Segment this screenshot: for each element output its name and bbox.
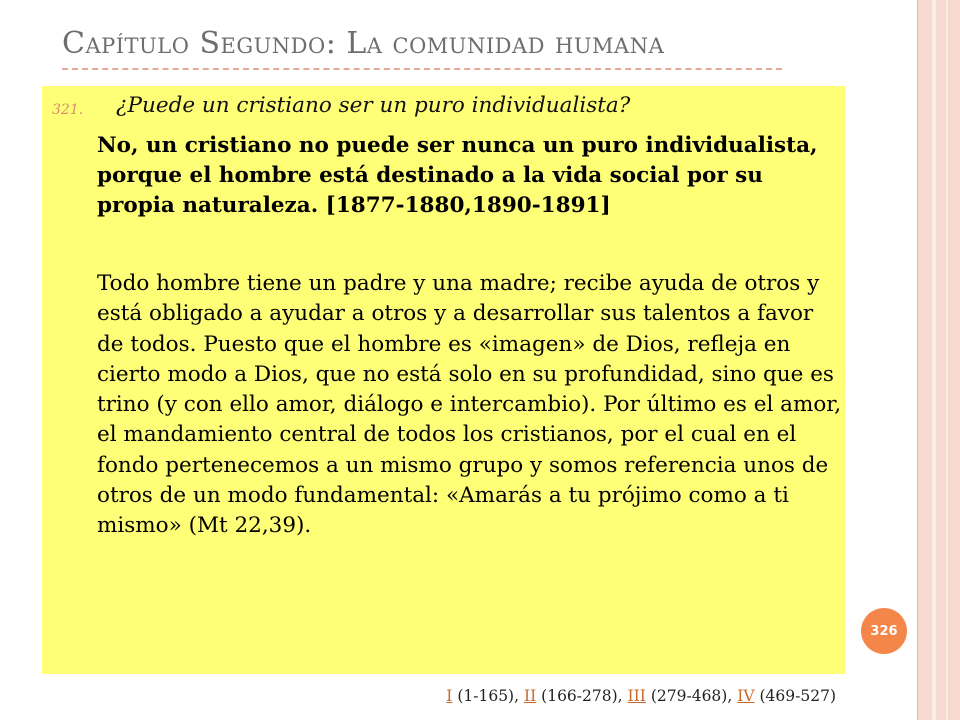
title-divider <box>62 68 782 70</box>
page-number-badge <box>861 608 907 654</box>
part-range-ii: (166-278) <box>541 687 618 705</box>
decorative-frame-line <box>917 0 918 720</box>
decorative-stripe <box>946 0 948 720</box>
part-link-i[interactable]: I <box>446 687 453 705</box>
question-number: 321. <box>52 102 84 118</box>
part-link-ii[interactable]: II <box>523 687 537 705</box>
part-link-iii[interactable]: III <box>627 687 646 705</box>
part-range-i: (1-165) <box>457 687 515 705</box>
page-number: 326 <box>870 623 898 639</box>
part-range-iii: (279-468) <box>650 687 728 705</box>
explanation-text: Todo hombre tiene un padre y una madre; recibe ayuda de otros y está obligado a ayudar a otros y a desarrollar sus talentos a favor de todos. Puesto que el hombre es «imagen» de Dios, refleja en cierto modo a Dios, que no está solo en su profundidad, sino que es trino (y con ello amor, diálogo e intercambio). Por último es el amor, el mandamiento central de todos los cristianos, por el cual en el fondo pertenecemos a un mismo grupo y somos referencia unos de otros de un modo fundamental: «Amarás a tu prójimo como a ti mismo» (Mt 22,39). <box>97 271 842 539</box>
footer-navigation: I (1-165), II (166-278), III (279-468), IV (469-527) <box>446 687 836 705</box>
slide-title: Capítulo Segundo: La comunidad humana <box>62 26 665 61</box>
question-text: ¿Puede un cristiano ser un puro individualista? <box>116 93 631 118</box>
answer-text: No, un cristiano no puede ser nunca un puro individualista, porque el hombre está destinado a la vida social por su propia naturaleza. [1877-1880,1890-1891] <box>97 133 818 218</box>
part-link-iv[interactable]: IV <box>737 687 755 705</box>
decorative-side-band <box>918 0 960 720</box>
decorative-stripe <box>932 0 936 720</box>
part-range-iv: (469-527) <box>759 687 836 705</box>
